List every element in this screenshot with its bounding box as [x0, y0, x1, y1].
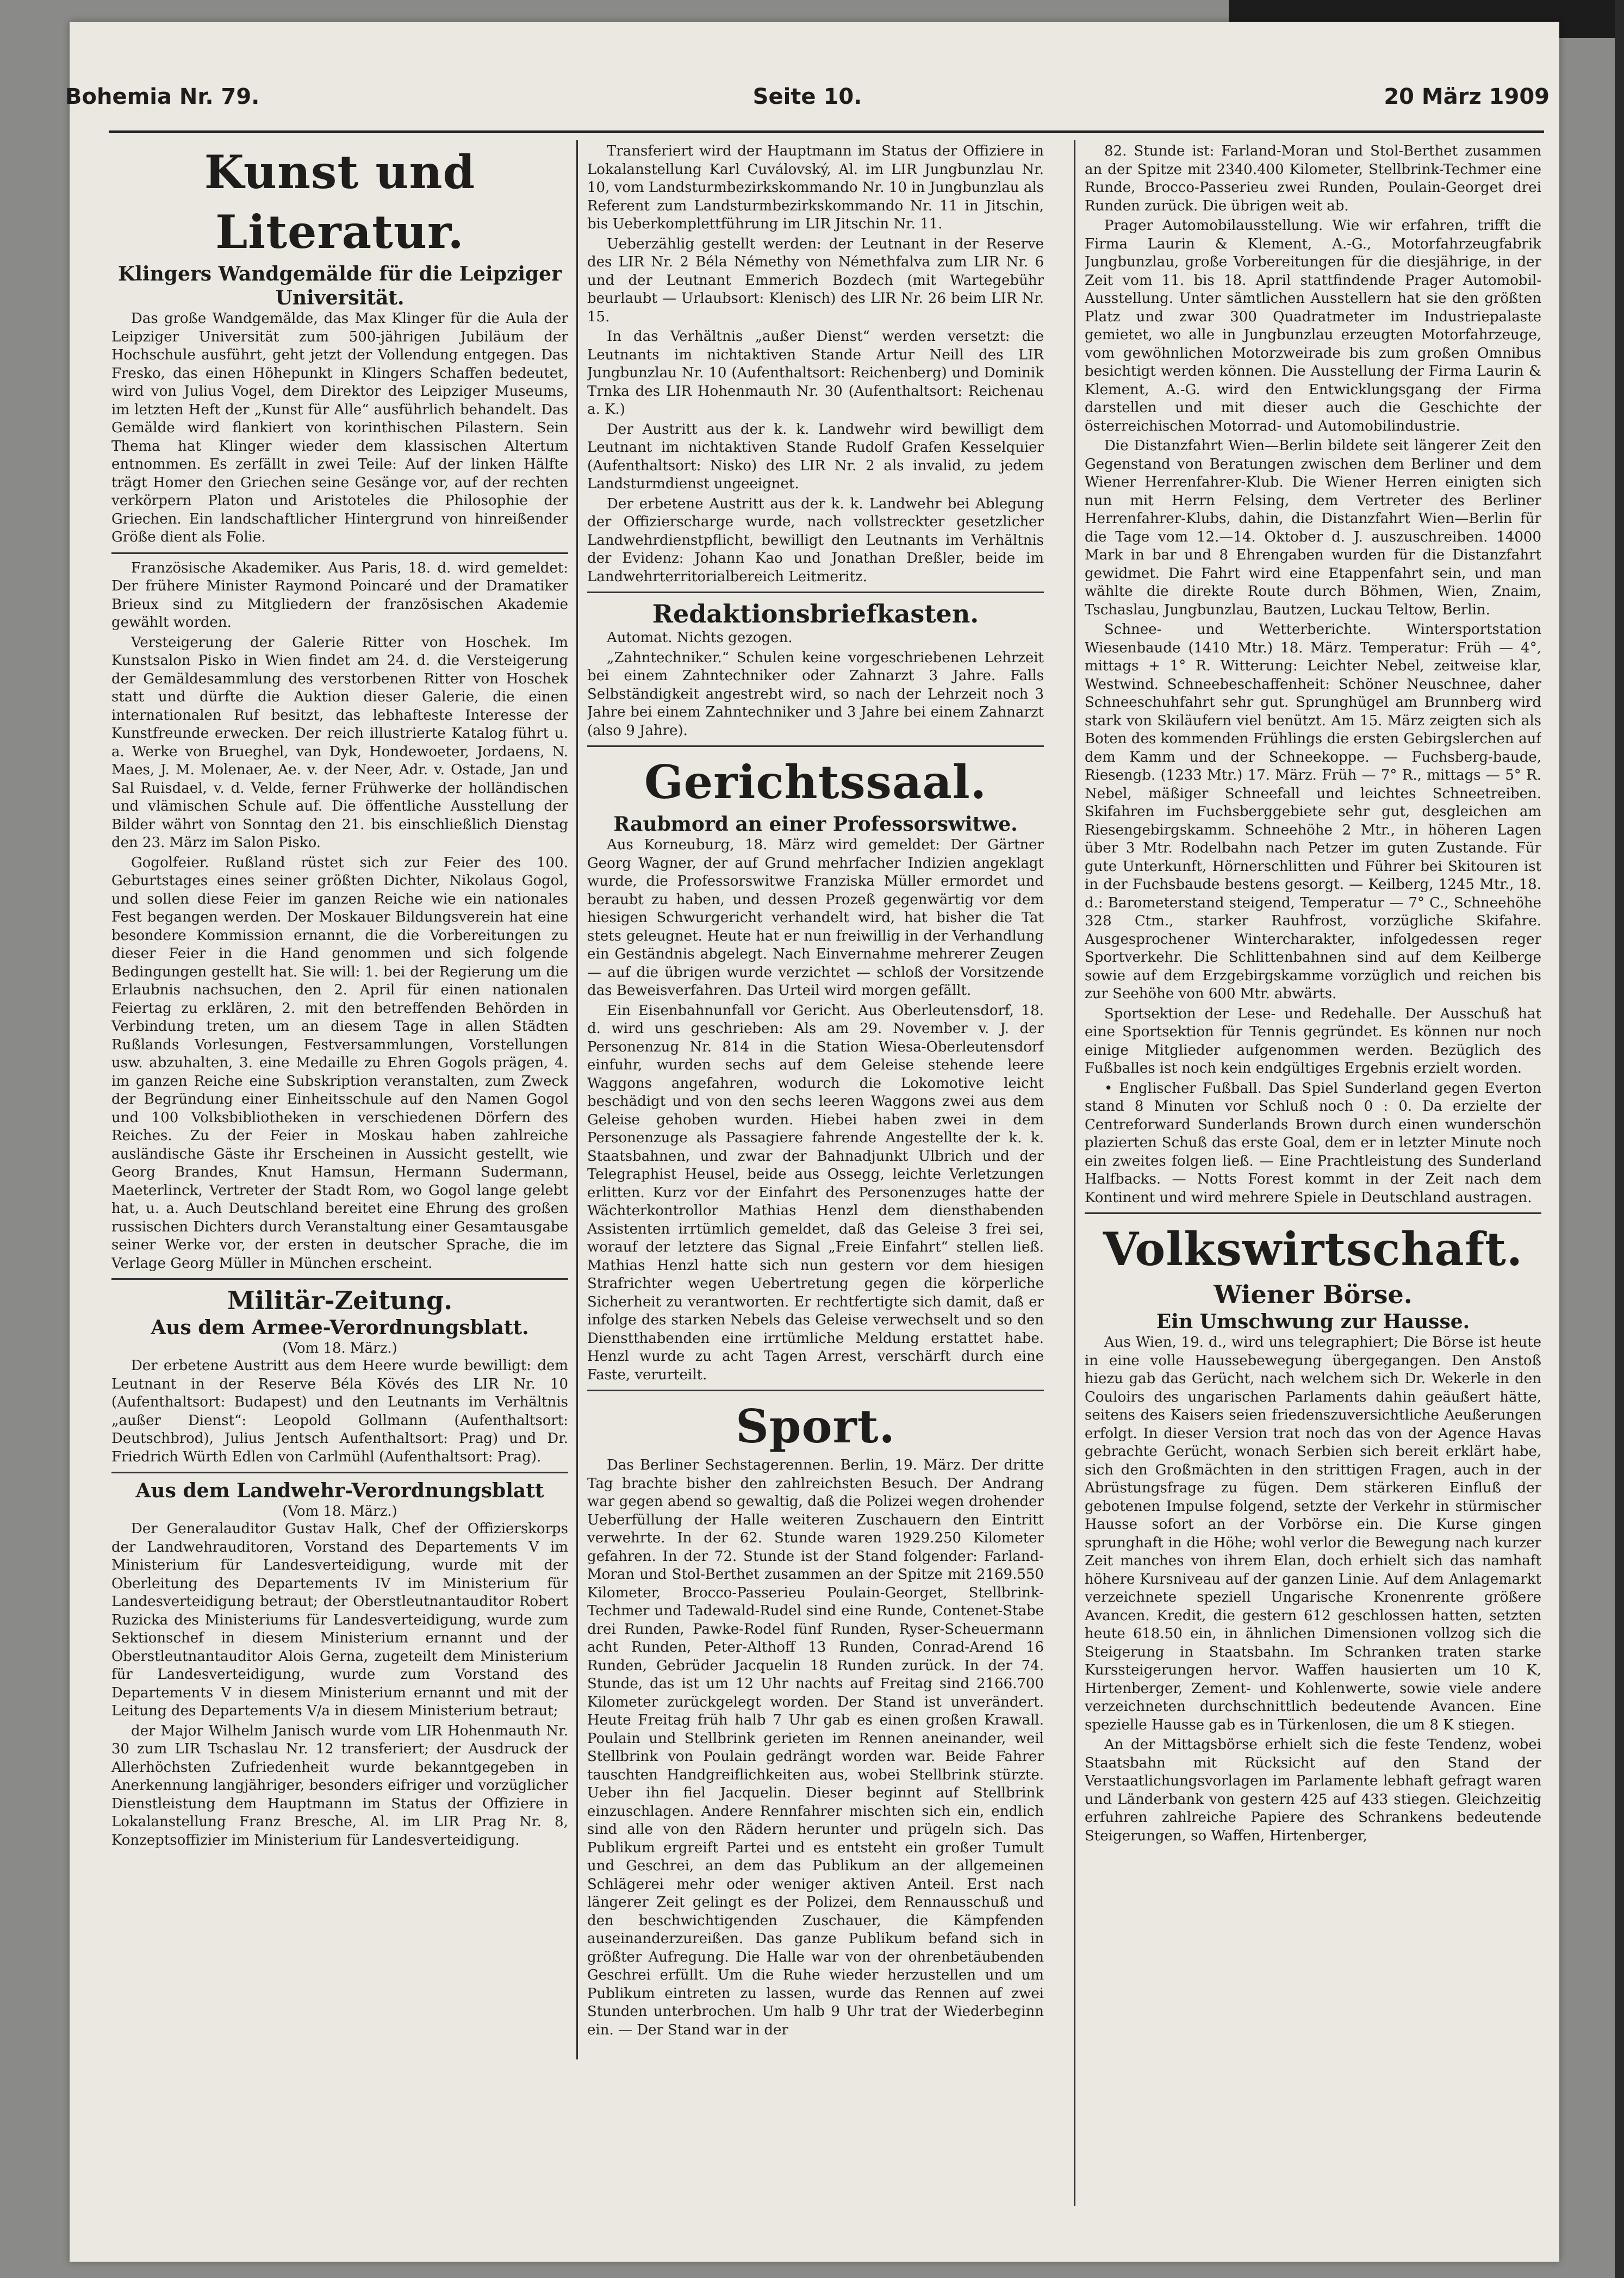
section-title: Kunst und Literatur.	[204, 145, 476, 259]
column-2	[587, 142, 1044, 2198]
article-title: Aus dem Armee-Verordnungsblatt.	[151, 1316, 529, 1339]
column-rule	[1074, 140, 1075, 2206]
section-title: Volkswirtschaft.	[1103, 1222, 1523, 1276]
column-1	[111, 142, 568, 2056]
page-header	[65, 84, 1550, 122]
paragraph: Prager Automobilausstellung. Wie wir erfahren, trifft die Firma Laurin & Klement, A.-G., Motorfahrzeugfabrik Jungbunzlau, große Vorbereitungen für die diesjährige, in der Zeit vom 11. bis 18. April stattfindende Prager Automobil-Ausstellung. Unter sämtlichen Ausstellern hat sie den größten Platz und zwar 300 Quadratmeter im Industriepalaste gemietet, wo alle in Jungbunzlau erzeugten Motorfahrzeuge, vom gewöhnlichen Motorzweirade bis zum großen Omnibus besichtigt werden können. Die Ausstellung der Firma Laurin & Klement, A.-G. wird den Entwicklungsgang der Firma darstellen und mit dieser auch die Geschichte der österreichischen Motorrad- und Automobilindustrie.	[1085, 217, 1541, 434]
column-3	[1085, 142, 1541, 2198]
paragraph: „Zahntechniker.“ Schulen keine vorgeschriebenen Lehrzeit bei einem Zahntechniker oder Zahnarzt 3 Jahre. Falls Selbständigkeit angestrebt wird, so nach der Lehrzeit noch 3 Jahre bei einem Zahntechniker und 3 Jahre bei einem Zahnarzt (also 9 Jahre).	[587, 649, 1044, 739]
paragraph: Gogolfeier. Rußland rüstet sich zur Feier des 100. Geburtstages eines seiner größten Dichter, Nikolaus Gogol, und sollen diese Feier im ganzen Reiche wie ein nationales Fest begangen werden. Der Moskauer Bildungsverein hat eine besondere Kommission ernannt, die die Vorbereitungen zu dieser Feier in die Hand genommen und sich folgende Bedingungen gestellt hat. Sie will: 1. bei der Regierung um die Erlaubnis nachsuchen, den 2. April für einen nationalen Feiertag zu erklären, 2. mit den betreffenden Behörden in Verbindung treten, um an diesem Tage in allen Städten Rußlands Vorlesungen, Festversammlungen, Vorstellungen usw. abzuhalten, 3. eine Medaille zu Ehren Gogols prägen, 4. im ganzen Reiche eine Subskription veranstalten, zum Zweck der Begründung einer Einheitsschule auf den Namen Gogol und 100 Volksbibliotheken in verschiedenen Dörfern des Reiches. Zu der Feier in Moskau haben zahlreiche ausländische Gäste ihr Erscheinen in Aussicht gestellt, wie Georg Brandes, Knut Hamsun, Hermann Sudermann, Maeterlinck, Vertreter der Stadt Rom, wo Gogol lange gelebt hat, u. a. Auch Deutschland bereitet eine Ehrung des großen russischen Dichters durch Veranstaltung einer Gesamtausgabe seiner Werke vor, der ersten in deutscher Sprache, die im Verlage Georg Müller in München erscheint.	[111, 854, 568, 1272]
paragraph: Der Generalauditor Gustav Halk, Chef der Offizierskorps der Landwehrauditoren, Vorstand des Departements V im Ministerium für Landesverteidigung, wurde mit der Oberleitung des Departements IV im Ministerium für Landesverteidigung betraut; der Oberstleutnantauditor Robert Ruzicka des Ministeriums für Landesverteidigung, wurde zum Sektionschef in diesem Ministerium ernannt und der Oberstleutnantauditor Alois Gerna, zugeteilt dem Ministerium für Landesverteidigung, wurde zum Vorstand des Departements V in diesem Ministerium ernannt und mit der Leitung des Departements V/a in diesem Ministerium betraut;	[111, 1521, 568, 1719]
paragraph: Das Berliner Sechstagerennen. Berlin, 19. März. Der dritte Tag brachte bisher den zahlreichsten Besuch. Der Andrang war gegen abend so gewaltig, daß die Polizei wegen drohender Ueberfüllung der Halle weiteren Zuschauern den Eintritt verwehrte. In der 62. Stunde waren 1929.250 Kilometer gefahren. In der 72. Stunde ist der Stand folgender: Farland-Moran und Stol-Berthet zusammen an der Spitze mit 2169.550 Kilometer, Brocco-Passerieu Poulain-Georget, Stellbrink-Techmer und Tadewald-Rudel sind eine Runde, Contenet-Stabe drei Runden, Pawke-Rodel fünf Runden, Ryser-Scheuermann acht Runden, Peter-Althoff 13 Runden, Conrad-Arend 16 Runden, Gebrüder Jacquelin 18 Runden zurück. In der 74. Stunde, das ist um 12 Uhr nachts auf Freitag sind 2166.700 Kilometer zurückgelegt worden. Der Stand ist unverändert. Heute Freitag früh halb 7 Uhr gab es einen großen Krawall. Poulain und Stellbrink gerieten im Rennen aneinander, weil Stellbrink von Poulain gedrängt worden war. Beide Fahrer tauschten Handgreiflichkeiten aus, wobei Stellbrink stürzte. Ueber ihn fiel Jacquelin. Dieser beginnt auf Stellbrink einzuschlagen. Andere Rennfahrer mischten sich ein, endlich sind alle von den Rädern herunter und prügeln sich. Das Publikum ergreift Partei und es entsteht ein großer Tumult und Geschrei, an dem das Publikum an der allgemeinen Schlägerei mehr oder weniger aktiven Anteil. Erst nach längerer Zeit gelingt es der Polizei, dem Rennausschuß und den beschwichtigenden Zuschauer, die Kämpfenden auseinanderzureißen. Das ganze Publikum befand sich in größter Aufregung. Die Halle war von der ohrenbetäubenden Geschrei erfüllt. Um die Ruhe wieder herzustellen und um Publikum eintreten zu lassen, wurde das Rennen auf zwei Stunden unterbrochen. Um halb 9 Uhr trat der Wiederbeginn ein. — Der Stand war in der	[587, 1457, 1044, 2038]
paragraph: Aus Wien, 19. d., wird uns telegraphiert; Die Börse ist heute in eine volle Haussebewegung übergegangen. Den Anstoß hiezu gab das Gerücht, nach welchem sich Dr. Wekerle in den Couloirs des ungarischen Parlaments dahin geäußert hätte, seitens des Kaisers seien friedenszuversichtliche Aeußerungen erfolgt. In dieser Version trat noch das von der Agence Havas gebrachte Gerücht, wonach Serbien sich bereit erklärt habe, sich den Großmächten in den strittigen Fragen, auch in der Abrüstungsfrage zu fügen. Dem stärkeren Einfluß der gebotenen Impulse folgend, setzte der Verkehr in stürmischer Hausse sofort an der Vorbörse ein. Die Kurse gingen sprunghaft in die Höhe; wohl verlor die Bewegung nach kurzer Zeit manches von ihrem Elan, doch erhielt sich das namhaft höhere Kursniveau auf der ganzen Linie. Auf dem Anlagemarkt verzeichnete speziell Ungarische Kronenrente größere Avancen. Kredit, die gestern 612 geschlossen hatten, setzten heute 618.50 ein, in ähnlichen Dimensionen vollzog sich die Steigerung in Staatsbahn. Im Schranken traten starke Kurssteigerungen hervor. Waffen hausierten um 10 K, Hirtenberger, Zement- und Kohlenwerte, sowie viele andere verzeichneten durchschnittlich bedeutende Avancen. Eine spezielle Hausse gab es in Türkenlosen, die um 8 K stiegen.	[1085, 1334, 1541, 1733]
section-title: Redaktionsbriefkasten.	[652, 599, 979, 628]
paragraph: An der Mittagsbörse erhielt sich die feste Tendenz, wobei Staatsbahn mit Rücksicht auf den Stand der Verstaatlichungsvorlagen im Parlamente lebhaft gefragt waren und Länderbank von gestern 425 auf 433 stiegen. Gleichzeitig erfuhren zahlreiche Papiere des Schrankens bedeutende Steigerungen, so Waffen, Hirtenberger,	[1085, 1736, 1541, 1844]
paragraph: In das Verhältnis „außer Dienst“ werden versetzt: die Leutnants im nichtaktiven Stande Artur Neill des LIR Jungbunzlau Nr. 10 (Aufenthaltsort: Reichenberg) und Dominik Trnka des LIR Hohenmauth Nr. 30 (Aufenthaltsort: Reichenau a. K.)	[587, 328, 1044, 418]
page-number: Seite 10.	[752, 84, 862, 109]
header-rule	[109, 130, 1544, 133]
divider	[111, 1472, 568, 1473]
section-title: Sport.	[736, 1399, 895, 1453]
section-title: Gerichtssaal.	[644, 755, 987, 809]
paragraph: Automat. Nichts gezogen.	[607, 630, 793, 646]
divider	[587, 592, 1044, 593]
paragraph: Sportsektion der Lese- und Redehalle. Der Ausschuß hat eine Sportsektion für Tennis gegründet. Es können nur noch einige Mitglieder aufgenommen werden. Bezüglich des Fußballes ist noch kein endgültiges Ergebnis erzielt worden.	[1085, 1005, 1541, 1076]
article-title: Klingers Wandgemälde für die Leipziger Universität.	[117, 263, 562, 309]
divider	[587, 1390, 1044, 1391]
paragraph: Französische Akademiker. Aus Paris, 18. d. wird gemeldet: Der frühere Minister Raymond Poincaré und der Dramatiker Brieux sind zu Mitgliedern der französischen Akademie gewählt worden.	[111, 559, 568, 631]
divider	[587, 745, 1044, 747]
paragraph: 82. Stunde ist: Farland-Moran und Stol-Berthet zusammen an der Spitze mit 2340.400 Kilometer, Stellbrink-Techmer eine Runde, Brocco-Passerieu zwei Runden, Poulain-Georget drei Runden zurück. Die übrigen weit ab.	[1085, 143, 1541, 214]
paragraph: Aus Korneuburg, 18. März wird gemeldet: Der Gärtner Georg Wagner, der auf Grund mehrfacher Indizien angeklagt wurde, die Professorswitwe Franziska Müller ermordet und beraubt zu haben, und dessen Prozeß gegenwärtig vor dem hiesigen Schwurgericht verhandelt wird, hat bisher die Tat stets geleugnet. Heute hat er nun freiwillig in der Verhandlung ein Geständnis abgelegt. Nach Einvernahme mehrerer Zeugen — auf die übrigen wurde verzichtet — schloß der Vorsitzende das Beweisverfahren. Das Urteil wird morgen gefällt.	[587, 837, 1044, 999]
article-title: Wiener Börse.	[1214, 1280, 1413, 1309]
paragraph: Ueberzählig gestellt werden: der Leutnant in der Reserve des LIR Nr. 2 Béla Némethy von Némethfalva zum LIR Nr. 6 und der Leutnant Emmerich Bozdech (mit Wartegebühr beurlaubt — Urlaubsort: Klenisch) des LIR Nr. 26 beim LIR Nr. 15.	[587, 235, 1044, 325]
article-title: Aus dem Landwehr-Verordnungsblatt	[135, 1479, 544, 1502]
column-rule	[576, 140, 578, 2059]
article-date: (Vom 18. März.)	[282, 1340, 397, 1356]
section-title: Militär-Zeitung.	[227, 1286, 453, 1315]
divider	[111, 1278, 568, 1280]
article-subtitle: Ein Umschwung zur Hausse.	[1156, 1310, 1470, 1333]
paragraph: Versteigerung der Galerie Ritter von Hoschek. Im Kunstsalon Pisko in Wien findet am 24. d. die Versteigerung der Gemäldesammlung des verstorbenen Ritter von Hoschek statt und dürfte die Auktion dieser Galerie, die einen internationalen Ruf besitzt, das lebhafteste Interesse der Kunstfreunde erwecken. Der reich illustrierte Katalog führt u. a. Werke von Brueghel, van Dyk, Hondewoeter, Jordaens, N. Maes, J. M. Molenaer, Ae. v. der Neer, Adr. v. Ostade, Jan und Sal Ruisdael, v. d. Velde, ferner Frühwerke der holländischen und vlämischen Schule auf. Die öffentliche Ausstellung der Bilder währt von Sonntag den 21. bis einschließlich Dienstag den 23. März im Salon Pisko.	[111, 634, 568, 851]
divider	[111, 552, 568, 554]
paragraph: Das große Wandgemälde, das Max Klinger für die Aula der Leipziger Universität zum 500-jährigen Jubiläum der Hochschule ausführt, geht jetzt der Vollendung entgegen. Das Fresko, das einen Höhepunkt in Klingers Schaffen bedeutet, wird von Julius Vogel, dem Direktor des Leipziger Museums, im letzten Heft der „Kunst für Alle“ ausführlich behandelt. Das Gemälde wird flankiert von korinthischen Pilastern. Sein Thema hat Klinger wieder dem klassischen Altertum entnommen. Es zerfällt in zwei Teile: Auf der linken Hälfte trägt Homer den Griechen seine Gesänge vor, auf der rechten verkörpern Platon und Aristoteles die Philosophie der Griechen. Ein landschaftlicher Hintergrund von hinreißender Größe dient als Folie.	[111, 310, 568, 545]
paragraph: Der erbetene Austritt aus der k. k. Landwehr bei Ablegung der Offizierscharge wurde, nach vollstreckter gesetzlicher Landwehrdienstpflicht, bewilligt den Leutnants im Verhältnis der Evidenz: Johann Kao und Jonathan Dreßler, beide im Landwehrterritorialbereich Leitmeritz.	[587, 495, 1044, 585]
paragraph: Der Austritt aus der k. k. Landwehr wird bewilligt dem Leutnant im nichtaktiven Stande Rudolf Grafen Kesselquier (Aufenthaltsort: Nisko) des LIR Nr. 2 als invalid, zu jedem Landsturmdienst ungeeignet.	[587, 421, 1044, 492]
paragraph: Die Distanzfahrt Wien—Berlin bildete seit längerer Zeit den Gegenstand von Beratungen zwischen dem Berliner und dem Wiener Herrenfahrer-Klub. Die Wiener Herren einigten sich nun mit Herrn Felsing, dem Vertreter des Berliner Herrenfahrer-Klubs, dahin, die Distanzfahrt Wien—Berlin für die Tage vom 12.—14. Oktober d. J. auszuschreiben. 14000 Mark in bar und 8 Ehrengaben wurden für die Distanzfahrt gewidmet. Die Fahrt wird eine Etappenfahrt sein, und man wählte die direkte Route durch Böhmen, Wien, Znaim, Tschaslau, Jungbunzlau, Bautzen, Luckau Teltow, Berlin.	[1085, 438, 1541, 618]
paragraph: Schnee- und Wetterberichte. Wintersportstation Wiesenbaude (1410 Mtr.) 18. März. Temperatur: Früh — 4°, mittags + 1° R. Witterung: Leichter Nebel, zeitweise klar, Westwind. Schneebeschaffenheit: Schöner Neuschnee, daher Schneeschuhfahrt sehr gut. Sprunghügel am Brunnberg wird stark von Skiläufern viel benützt. Am 15. März zeigten sich als Boten des kommenden Frühlings die ersten Gebirgslerchen auf dem Kamm und der Schneekoppe. — Fuchsberg-baude, Riesengb. (1233 Mtr.) 17. März. Früh — 7° R., mittags — 5° R. Nebel, mäßiger Schneefall und leichtes Schneetreiben. Skifahren im Fuchsberggebiete sehr gut, desgleichen am Riesengebirgskamm. Schneehöhe 2 Mtr., in höheren Lagen über 3 Mtr. Rodelbahn nach Petzer im guten Zustande. Für gute Unterkunft, Hörnerschlitten und Führer bei Skitouren ist in der Fuchsbaude bestens gesorgt. — Keilberg, 1245 Mtr., 18. d.: Barometerstand steigend, Temperatur — 7° C., Schneehöhe 328 Ctm., starker Rauhfrost, vorzügliche Skifahre. Ausgesprochener Wintercharakter, infolgedessen reger Sportverkehr. Die Schlittenbahnen sind auf dem Keilberge sowie auf dem Erzgebirgskamme vorzüglich und reichen bis zur Seehöhe von 600 Mtr. abwärts.	[1085, 621, 1541, 1002]
paragraph: der Major Wilhelm Janisch wurde vom LIR Hohenmauth Nr. 30 zum LIR Tschaslau Nr. 12 transferiert; der Ausdruck der Allerhöchsten Zufriedenheit wurde bekanntgegeben in Anerkennung langjähriger, besonders eifriger und vorzüglicher Dienstleistung dem Hauptmann im Status der Offiziere in Lokalanstellung Franz Bresche, Al. im LIR Prag Nr. 8, Konzeptsoffizier im Ministerium für Landesverteidigung.	[111, 1722, 568, 1848]
issue-date: 20 März 1909	[1384, 84, 1550, 109]
paragraph: • Englischer Fußball. Das Spiel Sunderland gegen Everton stand 8 Minuten vor Schluß noch 0 : 0. Da erzielte der Centreforward Sunderlands Brown durch einen wunderschön plazierten Schuß das erste Goal, dem er in letzter Minute noch ein zweites folgen ließ. — Eine Prachtleistung des Sunderland Halfbacks. — Notts Forest kommt in der Zeit nach dem Kontinent und wird mehrere Spiele in Deutschland austragen.	[1085, 1080, 1541, 1206]
divider	[1085, 1212, 1541, 1214]
paragraph: Transferiert wird der Hauptmann im Status der Offiziere in Lokalanstellung Karl Cuválovský, Al. im LIR Jungbunzlau Nr. 10, vom Landsturmbezirkskommando Nr. 10 in Jungbunzlau als Referent zum Landsturmbezirkskommando Nr. 11 in Jitschin, bis Ueberkomplettführung im LIR Jitschin Nr. 11.	[587, 143, 1044, 232]
paragraph: Der erbetene Austritt aus dem Heere wurde bewilligt: dem Leutnant in der Reserve Béla Kövés des LIR Nr. 10 (Aufenthaltsort: Budapest) und den Leutnants im Verhältnis „außer Dienst“: Leopold Gollmann (Aufenthaltsort: Deutschbrod), Julius Jentsch Aufenthaltsort: Prag) und Dr. Friedrich Würth Edlen von Carlmühl (Aufenthaltsort: Prag).	[111, 1358, 568, 1465]
issue-number: Bohemia Nr. 79.	[65, 84, 260, 109]
scan-edge	[1615, 0, 1624, 2278]
article-date: (Vom 18. März.)	[282, 1503, 397, 1520]
paragraph: Ein Eisenbahnunfall vor Gericht. Aus Oberleutensdorf, 18. d. wird uns geschrieben: Als am 29. November v. J. der Personenzug Nr. 814 in die Station Wiesa-Oberleutensdorf einfuhr, wurden sechs auf dem Geleise stehende leere Waggons angefahren, wodurch die Lokomotive leicht beschädigt und von den sechs leeren Waggons zwei aus dem Geleise gehoben wurden. Hiebei haben zwei in dem Personenzuge als Passagiere fahrende Angestellte der k. k. Staatsbahnen, und zwar der Bahnadjunkt Ulbrich und der Telegraphist Heusel, beide aus Ossegg, leichte Verletzungen erlitten. Kurz vor der Einfahrt des Personenzuges hatte der Wächterkontrollor Mathias Henzl dem diensthabenden Assistenten irrtümlich gemeldet, daß das Geleise 3 frei sei, worauf der letztere das Signal „Freie Einfahrt“ stellen ließ. Mathias Henzl hatte sich nun gestern vor dem hiesigen Strafrichter wegen Uebertretung gegen die körperliche Sicherheit zu verantworten. Er rechtfertigte sich damit, daß er infolge des starken Nebels das Geleise verwechselt und so den Dienstthabenden eine irrtümliche Meldung erstattet habe. Henzl wurde zu acht Tagen Arrest, verschärft durch eine Faste, verurteilt.	[587, 1002, 1044, 1383]
article-title: Raubmord an einer Professorswitwe.	[613, 813, 1018, 836]
